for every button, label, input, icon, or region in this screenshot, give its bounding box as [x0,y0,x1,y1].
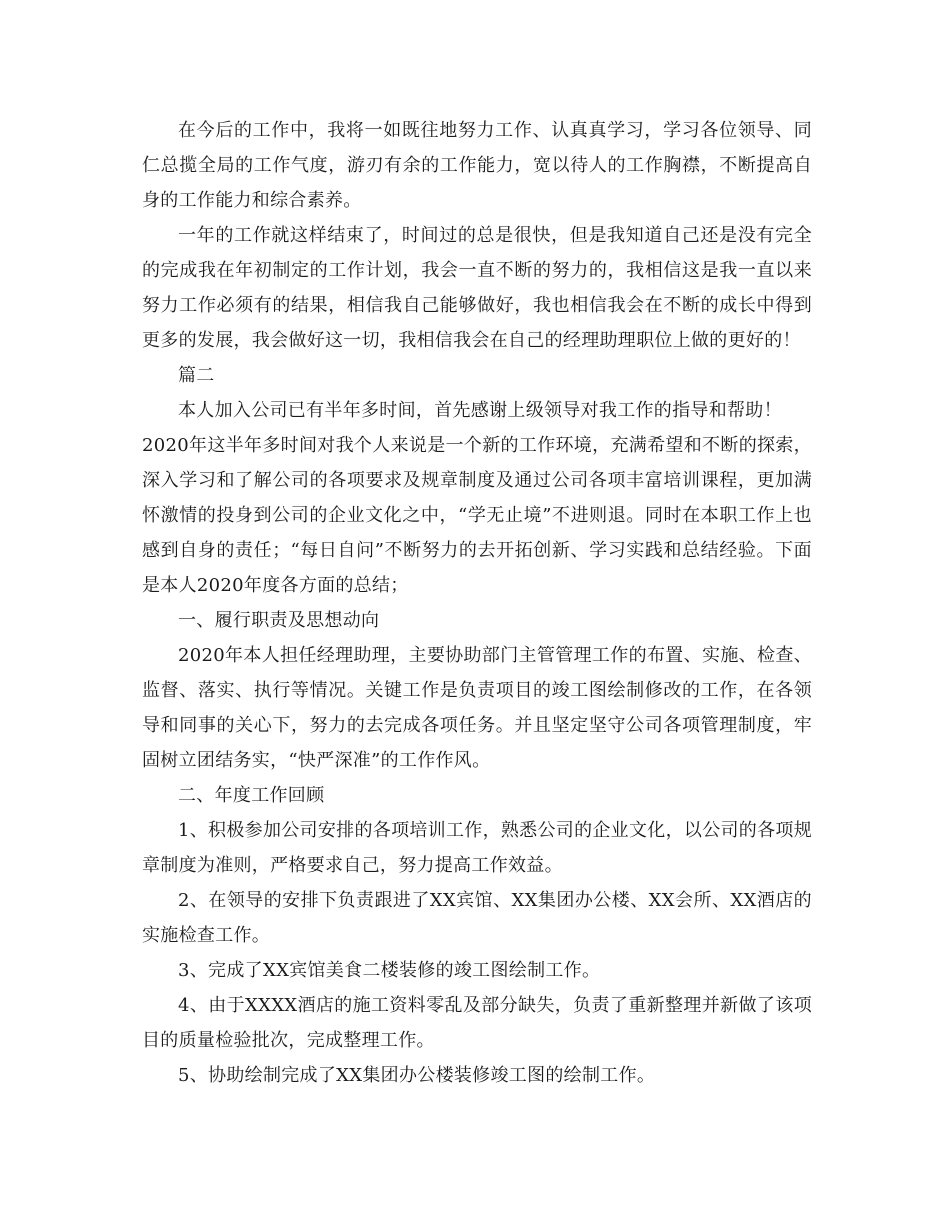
list-item-quality-records: 4、由于XXXX酒店的施工资料零乱及部分缺失，负责了重新整理并新做了该项目的质量检验批次，完成整理工作。 [142,995,812,1051]
paragraph-future-work: 在今后的工作中，我将一如既往地努力工作、认真真学习，学习各位领导、同仁总揽全局的工作气度，游刃有余的工作能力，宽以待人的工作胸襟，不断提高自身的工作能力和综合素养。 [142,120,812,211]
list-item-drawing-hotel: 3、完成了XX宾馆美食二楼装修的竣工图绘制工作。 [178,960,601,981]
paragraph-joined-company: 本人加入公司已有半年多时间，首先感谢上级领导对我工作的指导和帮助！ [178,400,782,421]
section-heading-duties: 一、履行职责及思想动向 [178,610,380,631]
paragraph-duties: 2020年本人担任经理助理，主要协助部门主管管理工作的布置、实施、检查、监督、落实、执行等情况。关键工作是负责项目的竣工图绘制修改的工作，在各领导和同事的关心下，努力的去完成各项任务。并且坚定坚守公司各项管理制度，牢固树立团结务实，“快严深准”的工作作风。 [142,645,812,771]
list-item-inspection: 2、在领导的安排下负责跟进了XX宾馆、XX集团办公楼、XX会所、XX酒店的实施检查工作。 [142,890,812,946]
section-heading-review: 二、年度工作回顾 [178,785,325,806]
paragraph-2020-overview: 2020年这半年多时间对我个人来说是一个新的工作环境，充满希望和不断的探索，深入学习和了解公司的各项要求及规章制度及通过公司各项丰富培训课程，更加满怀激情的投身到公司的企业文化之中，“学无止境”不进则退。同时在本职工作上也感到自身的责任；“每日自问”不断努力的去开拓创新、学习实践和总结经验。下面是本人2020年度各方面的总结； [142,435,812,596]
paragraph-year-summary: 一年的工作就这样结束了，时间过的总是很快，但是我知道自己还是没有完全的完成我在年初制定的工作计划，我会一直不断的努力的，我相信这是我一直以来努力工作必须有的结果，相信我自己能够做好，我也相信我会在不断的成长中得到更多的发展，我会做好这一切，我相信我会在自己的经理助理职位上做的更好的！ [142,225,812,351]
list-item-drawing-office: 5、协助绘制完成了XX集团办公楼装修竣工图的绘制工作。 [178,1065,656,1086]
document-body [142,113,812,1093]
list-item-training: 1、积极参加公司安排的各项培训工作，熟悉公司的企业文化，以公司的各项规章制度为准则，严格要求自己，努力提高工作效益。 [142,820,812,876]
section-heading-part-two: 篇二 [178,365,215,386]
